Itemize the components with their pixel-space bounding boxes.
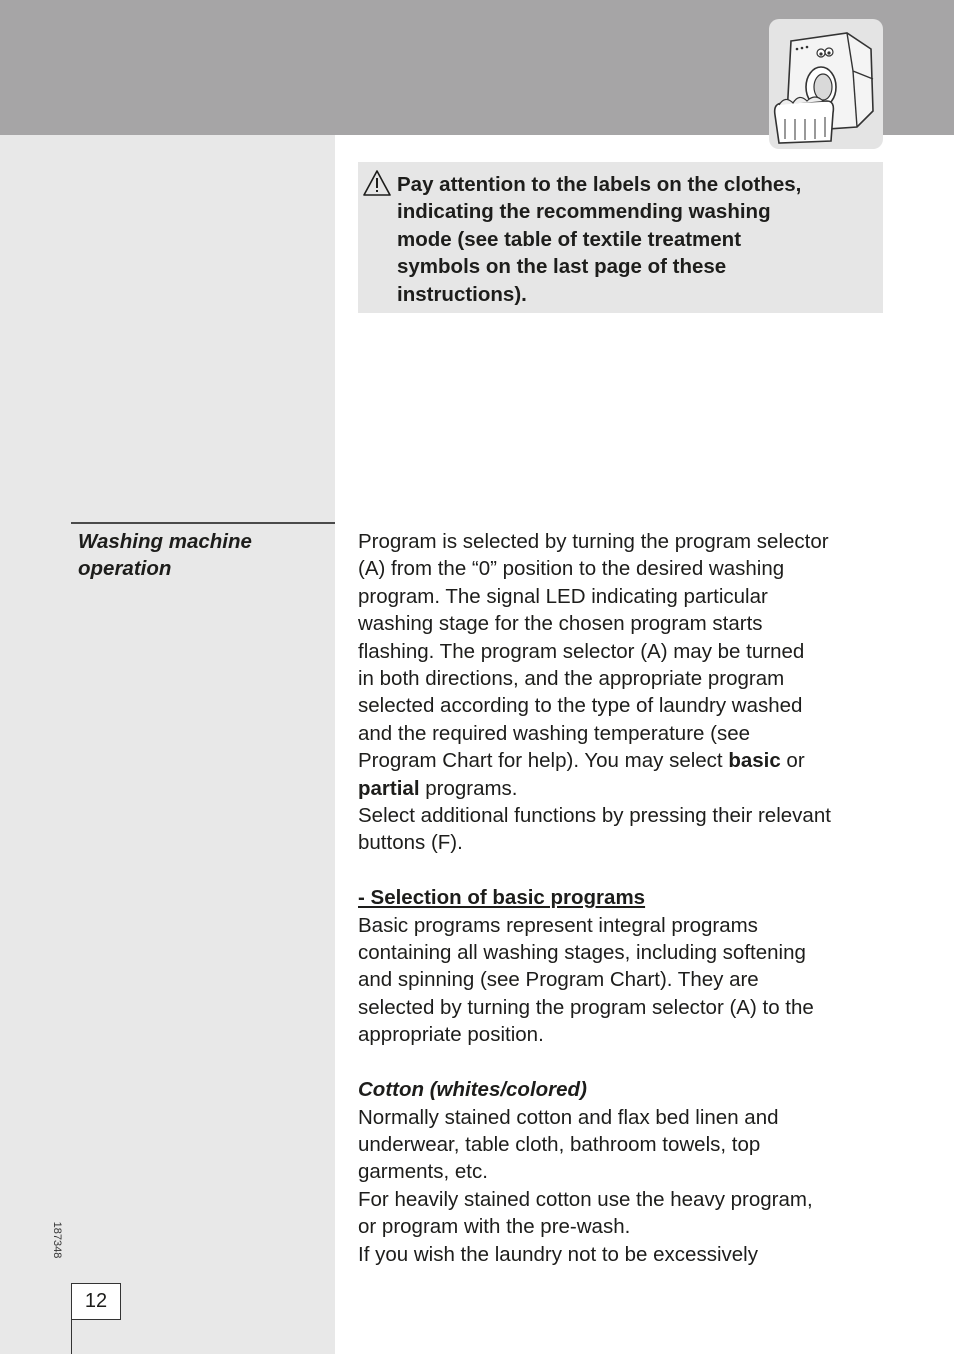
body-line: selected by turning the program selector (A) to the — [358, 995, 814, 1019]
warning-line: symbols on the last page of these — [397, 255, 727, 279]
basic-programs-heading: - Selection of basic programs — [358, 886, 646, 910]
warning-notice — [358, 162, 883, 313]
warning-line: mode (see table of textile treatment — [397, 227, 742, 251]
body-line — [358, 747, 898, 774]
page-number-stem — [71, 1320, 72, 1354]
body-line: and spinning (see Program Chart). They are — [358, 968, 759, 992]
body-line: in both directions, and the appropriate program — [358, 667, 785, 691]
body-line: containing all washing stages, including softening — [358, 941, 806, 965]
body-line: appropriate position. — [358, 1023, 544, 1047]
section-title-line: Washing machine — [78, 530, 252, 553]
body-line: underwear, table cloth, bathroom towels, top — [358, 1132, 761, 1156]
washing-machine-mascot-icon — [769, 19, 883, 149]
left-margin-column — [0, 135, 335, 1354]
body-line: or program with the pre-wash. — [358, 1215, 631, 1239]
section-title-line: operation — [78, 557, 172, 581]
body-line: program. The signal LED indicating particular — [358, 584, 768, 608]
body-line: flashing. The program selector (A) may be turned — [358, 639, 805, 663]
body-line: garments, etc. — [358, 1160, 488, 1184]
body-text-span: Program Chart for help). You may select — [358, 749, 729, 773]
body-text — [358, 528, 898, 1268]
body-line: Basic programs represent integral programs — [358, 913, 758, 937]
body-line: Program is selected by turning the program selector — [358, 530, 829, 553]
warning-line: instructions). — [397, 282, 527, 306]
paragraph-gap — [358, 1049, 898, 1076]
section-divider — [71, 522, 335, 524]
partial-emphasis: partial — [358, 776, 420, 800]
warning-line: indicating the recommending washing — [397, 200, 771, 224]
body-line: Select additional functions by pressing their relevant — [358, 804, 831, 828]
warning-triangle-icon — [362, 169, 392, 197]
section-title — [78, 528, 328, 583]
paragraph-gap — [358, 857, 898, 884]
page-number: 12 — [71, 1283, 121, 1320]
body-line: If you wish the laundry not to be excessively — [358, 1242, 758, 1266]
cotton-heading: Cotton (whites/colored) — [358, 1078, 587, 1102]
body-text-span: programs. — [419, 776, 518, 800]
warning-line: Pay attention to the labels on the clothes, — [397, 173, 802, 196]
body-line — [358, 775, 898, 802]
body-line: Normally stained cotton and flax bed linen and — [358, 1105, 779, 1129]
body-line: selected according to the type of laundry washed — [358, 694, 803, 718]
body-text-span: or — [780, 749, 805, 773]
warning-text — [397, 171, 867, 308]
body-line: buttons (F). — [358, 831, 463, 855]
basic-emphasis: basic — [728, 749, 781, 773]
body-line: and the required washing temperature (see — [358, 721, 751, 745]
body-line: washing stage for the chosen program starts — [358, 612, 763, 636]
body-line: For heavily stained cotton use the heavy program, — [358, 1187, 813, 1211]
document-code: 187348 — [51, 1221, 63, 1259]
body-line: (A) from the “0” position to the desired washing — [358, 557, 785, 581]
